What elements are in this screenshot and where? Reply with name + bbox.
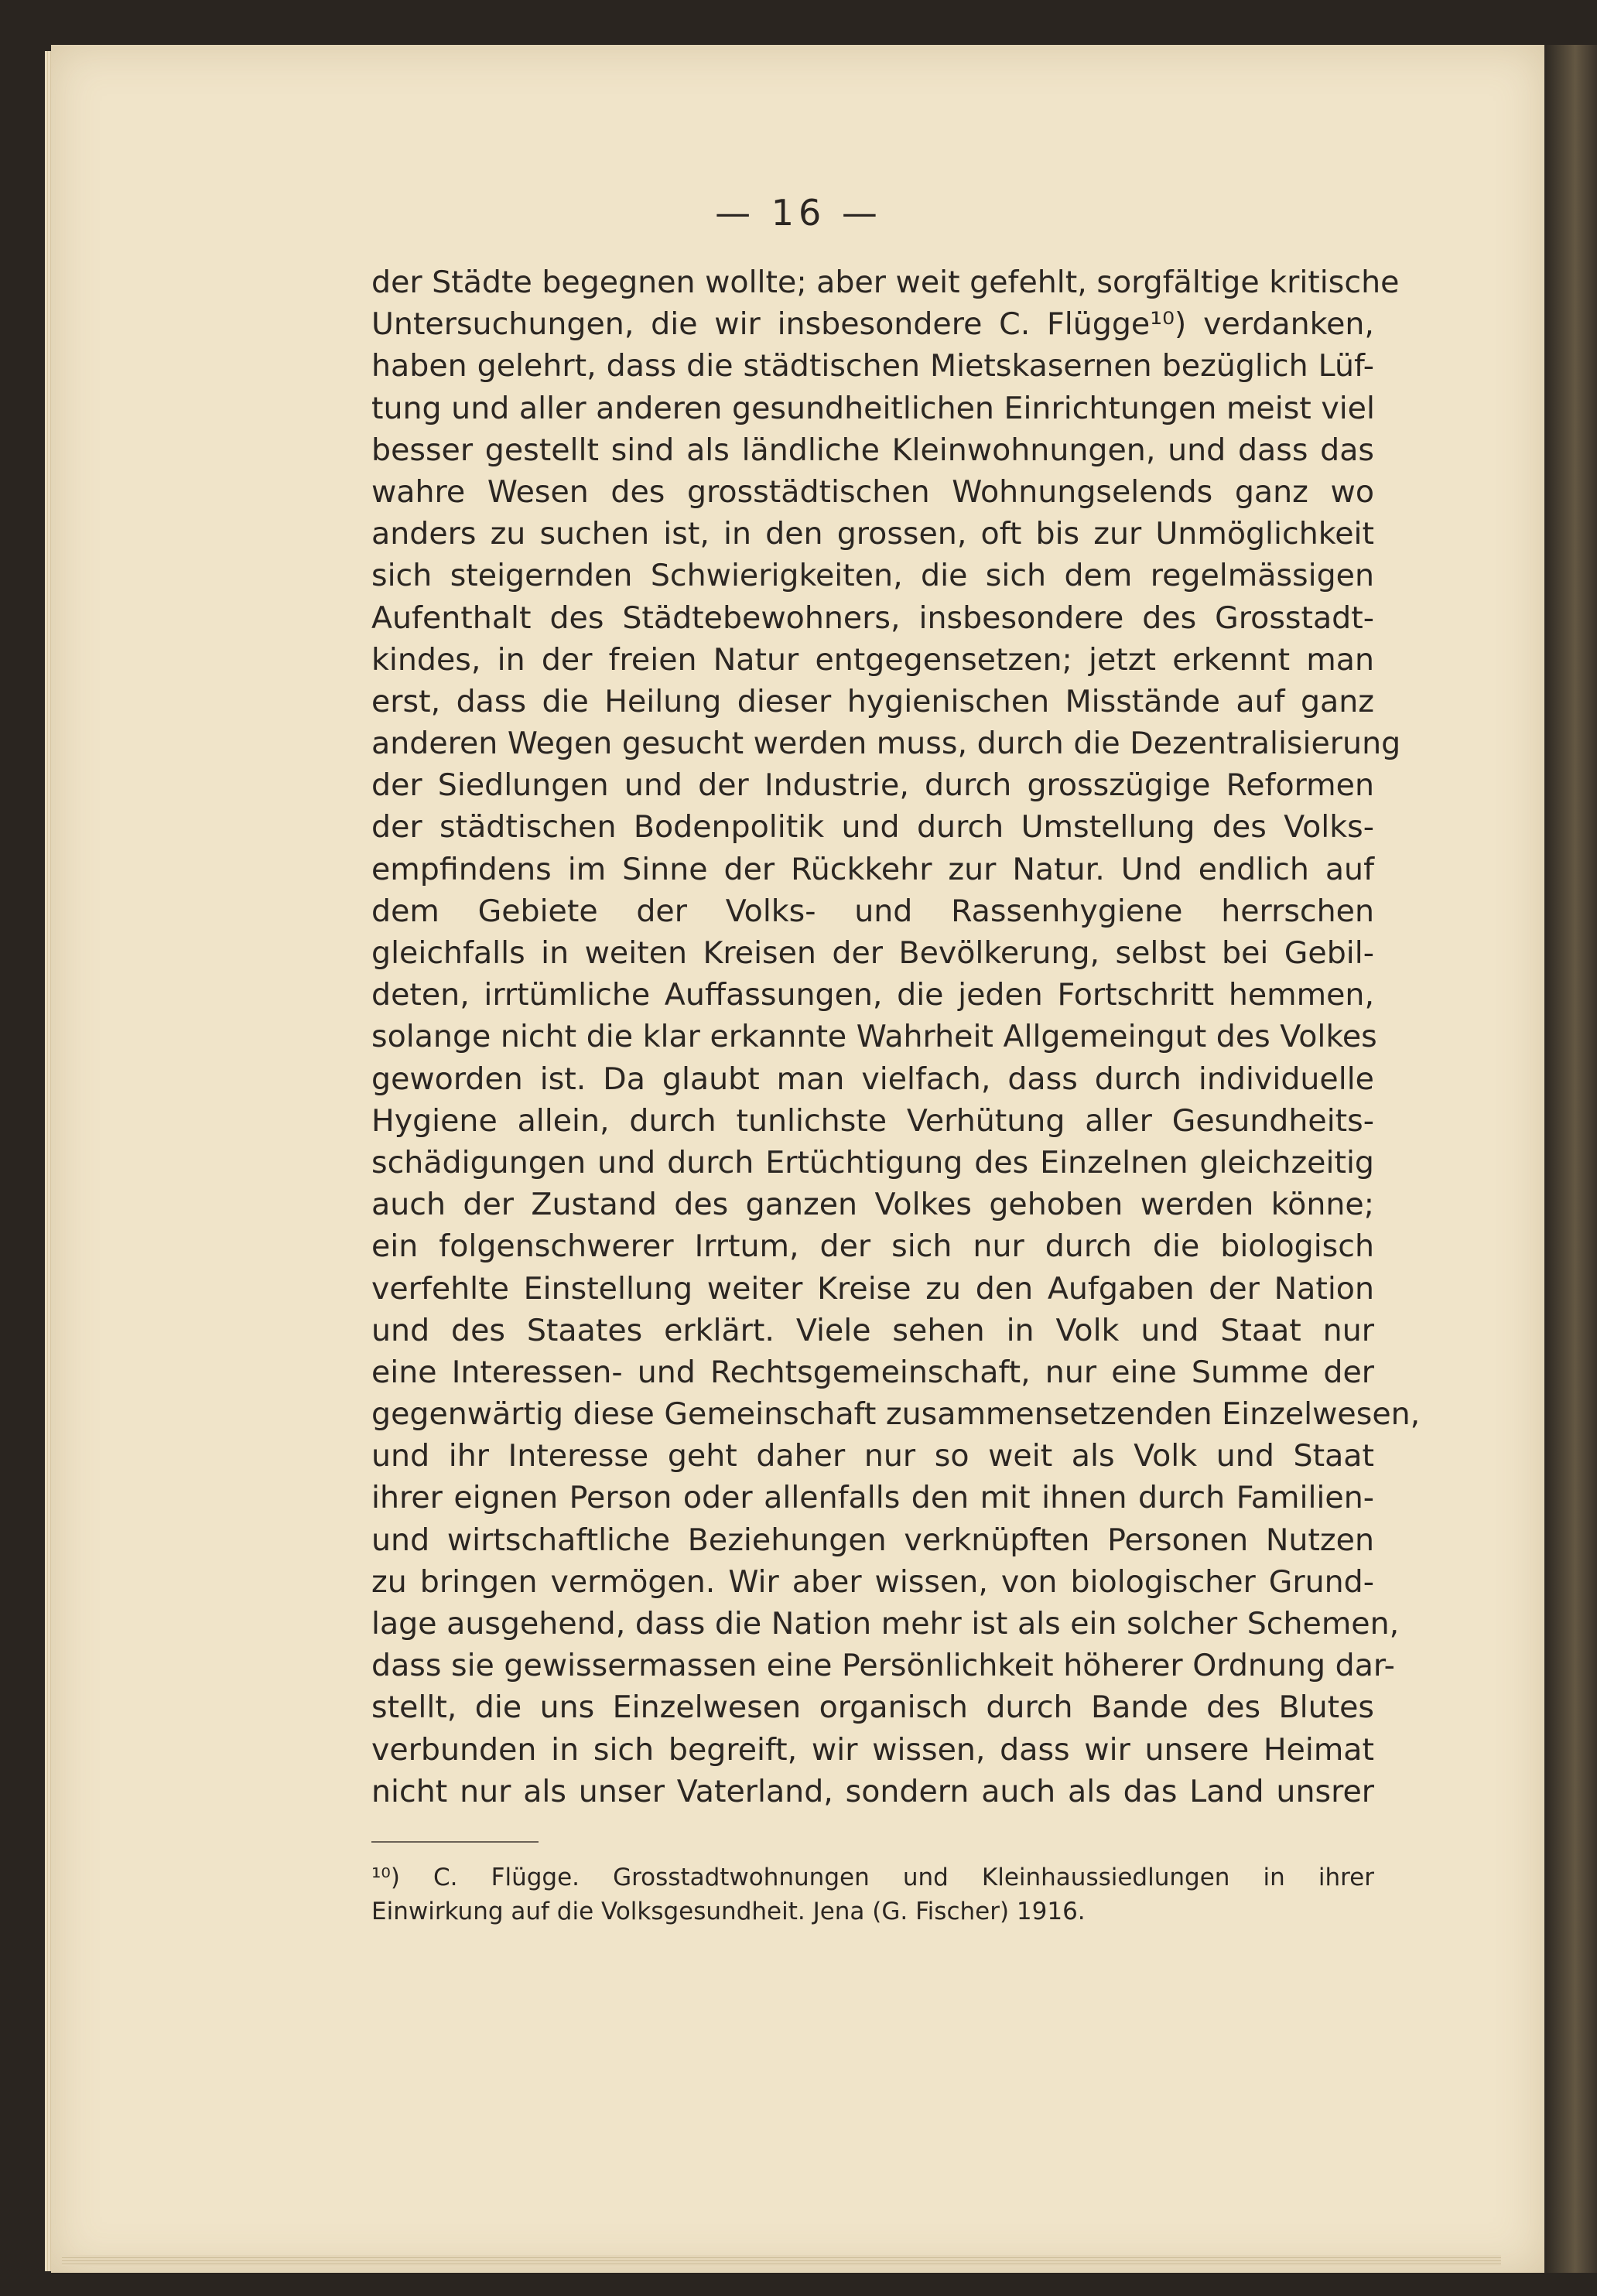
page-stack-bottom <box>62 2255 1501 2266</box>
body-line: kindes, in der freien Natur entgegensetzen; jetzt erkennt man <box>371 641 1374 678</box>
body-line: nicht nur als unser Vaterland, sondern auch als das Land unsrer <box>371 1773 1374 1809</box>
body-line: verbunden in sich begreift, wir wissen, dass wir unsere Heimat <box>371 1731 1374 1768</box>
body-line: auch der Zustand des ganzen Volkes gehoben werden könne; <box>371 1187 1374 1223</box>
body-line: lage ausgehend, dass die Nation mehr ist als ein solcher Schemen, <box>371 1606 1400 1642</box>
body-line: haben gelehrt, dass die städtischen Mietskasernen bezüglich Lüf- <box>371 348 1374 384</box>
body-line: deten, irrtümliche Auffassungen, die jeden Fortschritt hemmen, <box>371 977 1374 1013</box>
body-line: der Städte begegnen wollte; aber weit gefehlt, sorgfältige kritische <box>371 265 1400 300</box>
body-line: und des Staates erklärt. Viele sehen in Volk und Staat nur <box>371 1312 1374 1348</box>
footnote <box>371 1860 1374 1929</box>
body-line: stellt, die uns Einzelwesen organisch durch Bande des Blutes <box>371 1690 1374 1726</box>
body-line: sich steigernden Schwierigkeiten, die sich dem regelmässigen <box>371 558 1374 594</box>
body-line: eine Interessen- und Rechtsgemeinschaft, nur eine Summe der <box>371 1354 1374 1390</box>
body-line: ein folgenschwerer Irrtum, der sich nur durch die biologisch <box>371 1228 1374 1265</box>
body-line: der städtischen Bodenpolitik und durch Umstellung des Volks- <box>371 809 1374 846</box>
body-line: anders zu suchen ist, in den grossen, oft bis zur Unmöglichkeit <box>371 516 1374 552</box>
body-line: gleichfalls in weiten Kreisen der Bevölkerung, selbst bei Gebil- <box>371 935 1374 971</box>
body-line: und ihr Interesse geht daher nur so weit als Volk und Staat <box>371 1438 1374 1474</box>
body-text <box>371 261 1421 1813</box>
body-line: erst, dass die Heilung dieser hygienischen Misstände auf ganz <box>371 683 1374 719</box>
body-line: verfehlte Einstellung weiter Kreise zu den Aufgaben der Nation <box>371 1270 1374 1307</box>
body-line: empfindens im Sinne der Rückkehr zur Natur. Und endlich auf <box>371 851 1374 887</box>
spine-shadow <box>1543 45 1597 2273</box>
footnote-line: ¹⁰) C. Flügge. Grosstadtwohnungen und Kleinhaussiedlungen in ihrer <box>371 1864 1374 1891</box>
body-line: Untersuchungen, die wir insbesondere C. Flügge¹⁰) verdanken, <box>371 306 1374 343</box>
body-line: solange nicht die klar erkannte Wahrheit Allgemeingut des Volkes <box>371 1019 1377 1055</box>
body-line: Hygiene allein, durch tunlichste Verhütung aller Gesundheits- <box>371 1102 1374 1139</box>
body-line: der Siedlungen und der Industrie, durch grosszügige Reformen <box>371 767 1374 804</box>
body-line: besser gestellt sind als ländliche Kleinwohnungen, und dass das <box>371 432 1374 468</box>
body-line: tung und aller anderen gesundheitlichen Einrichtungen meist viel <box>371 390 1375 426</box>
body-line: gegenwärtig diese Gemeinschaft zusammensetzenden Einzelwesen, <box>371 1396 1421 1433</box>
footnote-line: Einwirkung auf die Volksgesundheit. Jena (G. Fischer) 1916. <box>371 1898 1086 1925</box>
body-line: geworden ist. Da glaubt man vielfach, dass durch individuelle <box>371 1061 1374 1097</box>
body-line: schädigungen und durch Ertüchtigung des Einzelnen gleichzeitig <box>371 1144 1374 1180</box>
body-line: Aufenthalt des Städtebewohners, insbesondere des Grosstadt- <box>371 600 1374 636</box>
body-line: dass sie gewissermassen eine Persönlichkeit höherer Ordnung dar- <box>371 1648 1395 1684</box>
body-line: wahre Wesen des grosstädtischen Wohnungselends ganz wo <box>371 473 1374 510</box>
body-line: und wirtschaftliche Beziehungen verknüpften Personen Nutzen <box>371 1522 1374 1558</box>
body-line: ihrer eignen Person oder allenfalls den mit ihnen durch Familien- <box>371 1480 1374 1516</box>
page-number: — 16 — <box>715 192 882 234</box>
body-line: zu bringen vermögen. Wir aber wissen, von biologischer Grund- <box>371 1563 1374 1600</box>
body-line: dem Gebiete der Volks- und Rassenhygiene herrschen <box>371 893 1374 929</box>
body-line: anderen Wegen gesucht werden muss, durch die Dezentralisierung <box>371 726 1401 762</box>
footnote-separator <box>371 1841 539 1843</box>
